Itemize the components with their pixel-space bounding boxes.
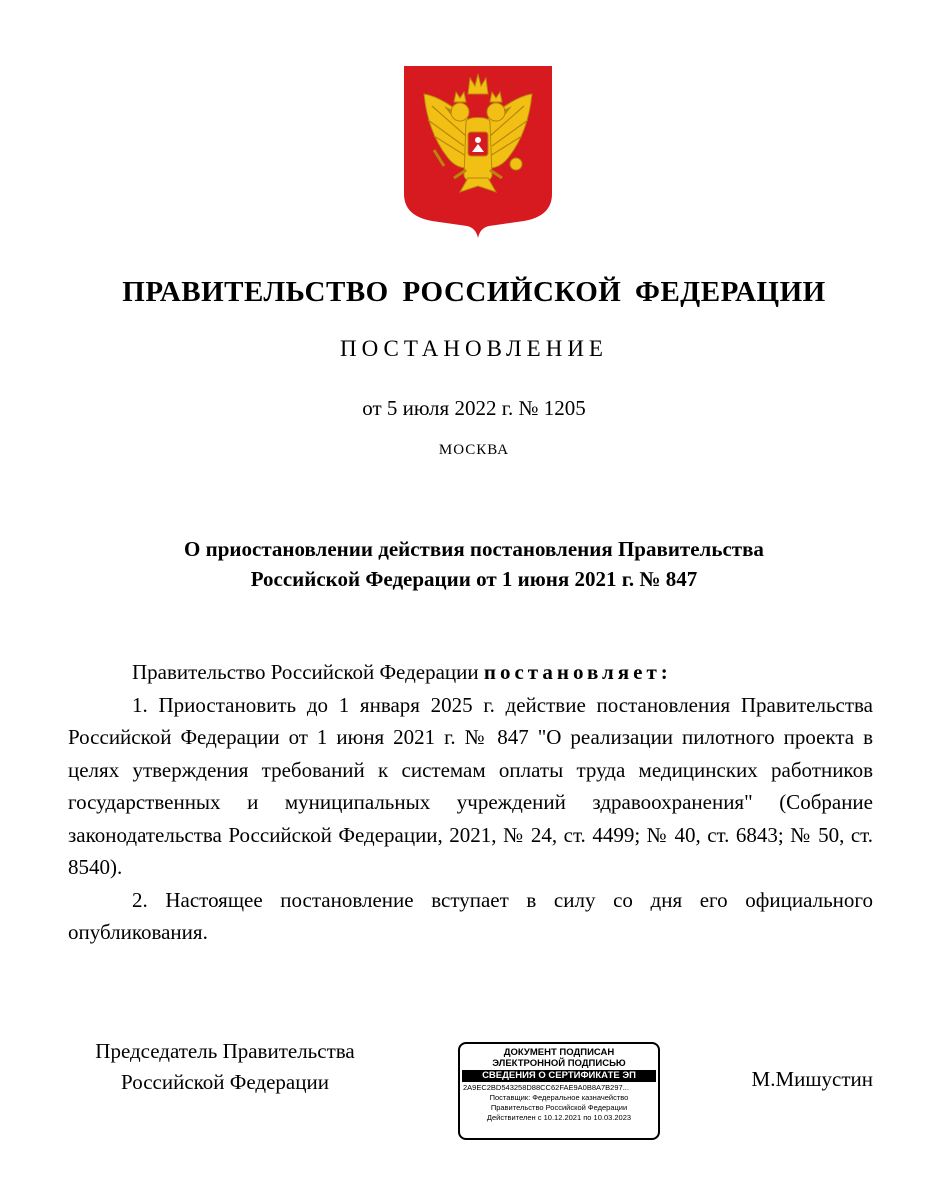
stamp-issuer-line-1: Поставщик: Федеральное казначейство [489,1093,629,1102]
stamp-issuer-line-2: Правительство Российской Федерации [490,1103,628,1112]
heading-line-1: О приостановлении действия постановления Правительства [184,537,764,561]
electronic-signature-stamp [458,1042,660,1140]
stamp-line-2: ЭЛЕКТРОННОЙ ПОДПИСЬЮ [492,1058,626,1069]
stamp-serial: 2A9EC2BD543258D88CC62FAE9A0B8A7B297... [463,1083,629,1092]
signer-title [60,1036,390,1098]
document-body [68,656,873,949]
date-number-line: от 5 июля 2022 г. № 1205 [362,396,586,420]
paragraph-1: 1. Приостановить до 1 января 2025 г. действие постановления Правительства Российской Федерации от 1 июня 2021 г. № 847 "О реализации пилотного проекта в целях утверждения требований к системам оплаты труда медицинских работников государственных и муниципальных учреждений здравоохранения" (Собрание законодательства Российской Федерации, 2021, № 24, ст. 4499; № 40, ст. 6843; № 50, ст. 8540). [68,692,873,879]
preamble-text: Правительство Российской Федерации [132,660,484,684]
signer-name: М.Мишустин [751,1067,873,1091]
stamp-validity: Действителен с 10.12.2021 по 10.03.2023 [486,1113,632,1122]
signer-title-line-1: Председатель Правительства [95,1039,355,1063]
heading-line-2: Российской Федерации от 1 июня 2021 г. № 847 [250,567,698,591]
preamble [68,656,873,689]
stamp-line-1: ДОКУМЕНТ ПОДПИСАН [503,1047,615,1058]
city-label: МОСКВА [438,442,510,458]
coat-of-arms-icon [404,66,552,238]
document-type: ПОСТАНОВЛЕНИЕ [340,336,608,361]
government-title: ПРАВИТЕЛЬСТВО РОССИЙСКОЙ ФЕДЕРАЦИИ [122,276,826,308]
signer-title-line-2: Российской Федерации [121,1070,329,1094]
document-heading [0,534,948,594]
stamp-certificate-header: СВЕДЕНИЯ О СЕРТИФИКАТЕ ЭП [462,1070,656,1082]
paragraph-2: 2. Настоящее постановление вступает в силу со дня его официального опубликования. [68,887,873,944]
preamble-verb: постановляет: [483,660,672,684]
